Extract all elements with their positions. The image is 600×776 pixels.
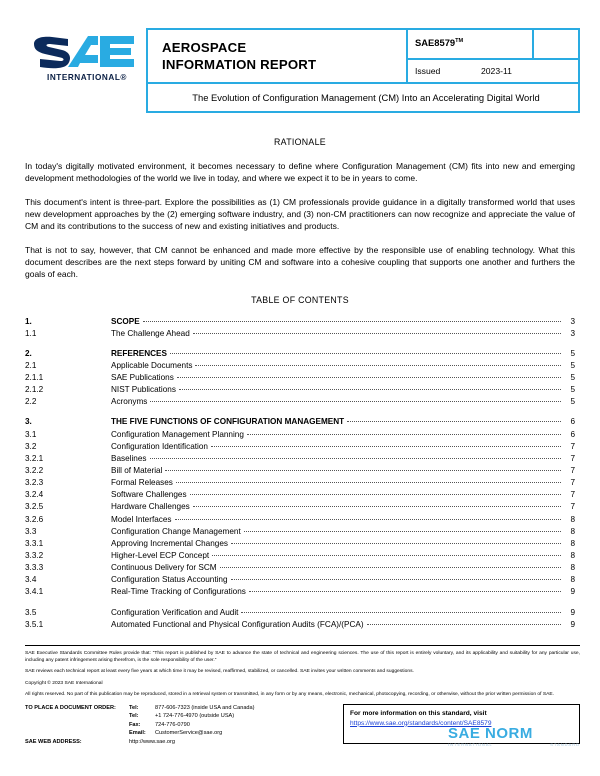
toc-leader-dots (143, 321, 561, 322)
toc-leader-dots (193, 506, 561, 507)
toc-entry-label: REFERENCES (111, 348, 167, 358)
toc-leader-dots (244, 531, 561, 532)
toc-entry-label: SAE Publications (111, 373, 174, 383)
toc-entry[interactable] (25, 501, 575, 513)
contact-value: +1 724-776-4970 (outside USA) (155, 713, 235, 720)
toc-entry-label: Acronyms (111, 397, 148, 407)
toc-entry-number: 3. (25, 417, 32, 427)
toc-entry[interactable] (25, 441, 575, 453)
toc-entry-page: 8 (570, 551, 575, 561)
rationale-heading: RATIONALE (274, 137, 326, 147)
toc-entry[interactable] (25, 619, 575, 631)
toc-entry[interactable] (25, 416, 575, 428)
toc-entry-label: NIST Publications (111, 385, 176, 395)
toc-entry[interactable] (25, 586, 575, 598)
issued-date: 2023-11 (481, 66, 512, 76)
toc-entry-number: 3.2 (25, 441, 37, 451)
toc-heading: TABLE OF CONTENTS (251, 294, 349, 305)
toc-leader-dots (220, 567, 561, 568)
toc-entry-number: 3.2.4 (25, 490, 44, 500)
toc-entry-number: 3.2.2 (25, 466, 44, 476)
order-label: TO PLACE A DOCUMENT ORDER: (25, 704, 116, 711)
toc-entry-label: Configuration Verification and Audit (111, 607, 239, 617)
toc-entry-number: 3.4 (25, 575, 37, 585)
web-address-label: SAE WEB ADDRESS: (25, 739, 82, 746)
toc-entry[interactable] (25, 348, 575, 360)
revision-cell (532, 30, 578, 58)
copyright-line: Copyright © 2023 SAE International (25, 680, 103, 686)
toc-entry-number: 2. (25, 348, 32, 358)
toc-entry-page: 7 (570, 502, 575, 512)
toc-entry-label: Formal Releases (111, 478, 173, 488)
toc-leader-dots (249, 591, 561, 592)
contact-value: 724-776-0790 (155, 721, 190, 728)
document-footer (25, 645, 580, 747)
legal-notice-1: SAE Executive Standards Committee Rules provide that: “This report is published by SAE to advance the state of technical and engineering sciences. The use of this report is entirely voluntary, and its applicability and suitability for any particular use, including any patent infringement arising therefrom, is the sole responsibility of the user.” (25, 651, 580, 663)
watermark-sub-left: INTERNATIONAL (448, 741, 493, 747)
toc-leader-dots (190, 494, 561, 495)
toc-entry-number: 1. (25, 316, 32, 326)
toc-leader-dots (150, 458, 561, 459)
toc-entry[interactable] (25, 538, 575, 550)
toc-entry-page: 8 (570, 514, 575, 524)
issued-label: Issued (415, 66, 441, 76)
contact-row (129, 729, 337, 737)
toc-entry-number: 3.3.3 (25, 563, 44, 573)
document-number-text: SAE8579 (415, 37, 456, 48)
toc-leader-dots (231, 543, 561, 544)
toc-entry[interactable] (25, 429, 575, 441)
toc-entry[interactable] (25, 372, 575, 384)
toc-entry[interactable] (25, 562, 575, 574)
toc-entry-number: 3.3 (25, 526, 37, 536)
toc-entry-page: 3 (570, 316, 575, 326)
sae-logo-block (28, 28, 146, 82)
toc-entry[interactable] (25, 453, 575, 465)
toc-entry-page: 7 (570, 478, 575, 488)
toc-entry-number: 2.1.2 (25, 385, 44, 395)
rights-reserved-notice: All rights reserved. No part of this publication may be reproduced, stored in a retrieval system or transmitted, in any form or by any means, electronic, mechanical, photocopying, recording, or otherwise, without the prior written permission of SAE. (25, 691, 554, 697)
header-table (146, 28, 580, 113)
toc-entry[interactable] (25, 360, 575, 372)
contact-key: Tel: (129, 713, 139, 720)
contact-section (25, 704, 580, 747)
contact-details (25, 704, 337, 747)
toc-leader-dots (193, 333, 561, 334)
toc-entry[interactable] (25, 316, 575, 328)
toc-entry-number: 3.2.5 (25, 502, 44, 512)
toc-entry-page: 9 (570, 587, 575, 597)
toc-entry[interactable] (25, 396, 575, 408)
toc-entry-page: 8 (570, 526, 575, 536)
toc-leader-dots (176, 482, 561, 483)
toc-entry-page: 5 (570, 385, 575, 395)
toc-entry[interactable] (25, 328, 575, 340)
issued-row (408, 60, 578, 82)
watermark-text-right: NORM (485, 724, 533, 742)
toc-entry-label: Configuration Identification (111, 441, 208, 451)
toc-entry-number: 3.1 (25, 429, 37, 439)
toc-entry-label: Software Challenges (111, 490, 187, 500)
toc-entry[interactable] (25, 465, 575, 477)
contact-key: Fax: (129, 721, 141, 728)
toc-entry[interactable] (25, 489, 575, 501)
toc-entry-number: 2.1 (25, 360, 37, 370)
toc-entry-number: 3.2.3 (25, 478, 44, 488)
standard-url-link[interactable]: https://www.sae.org/standards/content/SAE8579 (350, 719, 492, 727)
toc-entry-label: Approving Incremental Changes (111, 538, 228, 548)
toc-entry[interactable] (25, 384, 575, 396)
rationale-paragraph-3: That is not to say, however, that CM cannot be enhanced and made more effective by the responsible use of enabling technology. What this document describes are the next steps forward by uniting CM and software into a cohesive coupling that supports one another and furthers the goals of each. (25, 244, 575, 280)
document-type-line1: AEROSPACE (162, 40, 247, 55)
document-subtitle: The Evolution of Configuration Management (CM) Into an Accelerating Digital World (148, 82, 578, 111)
toc-leader-dots (211, 446, 561, 447)
toc-entry[interactable] (25, 550, 575, 562)
toc-entry-page: 8 (570, 575, 575, 585)
contact-value: CustomerService@sae.org (155, 729, 223, 736)
rationale-paragraph-1: In today's digitally motivated environment, it becomes necessary to define where Configuration Management (CM) fits into new and emerging development methodologies of the world we live in today, and where we expect it to be in years to come. (25, 161, 575, 184)
toc-entry-label: Baselines (111, 453, 147, 463)
toc-leader-dots (179, 389, 561, 390)
toc-entry-page: 5 (570, 397, 575, 407)
toc-entry-page: 7 (570, 490, 575, 500)
toc-entry-label: Automated Functional and Physical Configuration Audits (FCA)/(PCA) (111, 619, 364, 629)
toc-leader-dots (347, 421, 561, 422)
legal-notice-2: SAE reviews each technical report at least every five years at which time it may be revised, reaffirmed, stabilized, or cancelled. SAE invites your written comments and suggestions. (25, 668, 414, 674)
more-information-box (343, 704, 580, 744)
web-address-value[interactable]: http://www.sae.org (129, 739, 176, 746)
toc-entry-label: THE FIVE FUNCTIONS OF CONFIGURATION MANAGEMENT (111, 417, 345, 427)
table-of-contents (25, 316, 575, 631)
toc-entry-page: 5 (570, 360, 575, 370)
toc-entry-number: 1.1 (25, 328, 37, 338)
sae-logo-icon (28, 34, 140, 70)
toc-entry-label: Model Interfaces (111, 514, 172, 524)
toc-leader-dots (175, 519, 561, 520)
contact-value: 877-606-7323 (inside USA and Canada) (155, 704, 255, 711)
toc-leader-dots (231, 579, 561, 580)
toc-entry-number: 3.2.6 (25, 514, 44, 524)
toc-entry-page: 9 (570, 619, 575, 629)
toc-entry-page: 5 (570, 373, 575, 383)
toc-entry-number: 3.5.1 (25, 619, 44, 629)
toc-entry-label: Real-Time Tracking of Configurations (111, 587, 246, 597)
toc-entry-page: 8 (570, 563, 575, 573)
toc-entry-number: 2.1.1 (25, 373, 44, 383)
watermark-sub-right: STANDARD (550, 741, 580, 747)
toc-leader-dots (195, 365, 561, 366)
toc-entry-label: Configuration Management Planning (111, 429, 244, 439)
toc-entry[interactable] (25, 477, 575, 489)
toc-entry-label: Continuous Delivery for SCM (111, 563, 217, 573)
toc-leader-dots (247, 434, 561, 435)
trademark-symbol: TM (455, 37, 464, 44)
toc-entry-number: 2.2 (25, 397, 37, 407)
document-body (0, 113, 600, 631)
toc-entry-label: The Challenge Ahead (111, 328, 190, 338)
document-number (408, 30, 532, 58)
watermark-text-left: SAE (448, 724, 481, 742)
contact-row (129, 721, 337, 729)
toc-entry-page: 5 (570, 348, 575, 358)
toc-entry-label: Higher-Level ECP Concept (111, 551, 210, 561)
contact-key: Tel: (129, 704, 139, 711)
toc-leader-dots (170, 353, 561, 354)
toc-entry-page: 7 (570, 466, 575, 476)
toc-entry-page: 7 (570, 441, 575, 451)
toc-entry-label: Configuration Change Management (111, 526, 241, 536)
toc-entry-number: 3.3.2 (25, 551, 44, 561)
toc-entry-page: 7 (570, 453, 575, 463)
sae-logo-tagline: INTERNATIONAL® (47, 73, 127, 82)
document-type (148, 30, 408, 82)
toc-entry[interactable] (25, 607, 575, 619)
toc-entry-number: 3.2.1 (25, 453, 44, 463)
toc-entry[interactable] (25, 526, 575, 538)
toc-entry-label: SCOPE (111, 316, 140, 326)
toc-leader-dots (150, 401, 561, 402)
toc-entry-label: Bill of Material (111, 466, 163, 476)
document-header (0, 0, 600, 113)
footer-divider (25, 645, 580, 646)
contact-key: Email: (129, 729, 146, 736)
contact-row (129, 712, 337, 720)
contact-row (129, 704, 337, 712)
rationale-paragraph-2: This document's intent is three-part. Explore the possibilities as (1) CM professionals provide guidance in a digitally transformed world that uses new development approaches by the (2) emerging software industry, and (3) non-CM practitioners can now recognize and appreciate the value of CM and its contributions to the success of new and existing initiatives and products. (25, 196, 575, 232)
toc-entry-page: 6 (570, 429, 575, 439)
toc-entry[interactable] (25, 574, 575, 586)
toc-leader-dots (212, 555, 561, 556)
toc-leader-dots (177, 377, 561, 378)
toc-entry-label: Configuration Status Accounting (111, 575, 228, 585)
toc-entry-number: 3.5 (25, 607, 37, 617)
toc-entry-page: 9 (570, 607, 575, 617)
toc-entry-number: 3.3.1 (25, 538, 44, 548)
toc-entry-page: 6 (570, 417, 575, 427)
toc-entry-number: 3.4.1 (25, 587, 44, 597)
toc-entry[interactable] (25, 514, 575, 526)
more-information-text: For more information on this standard, visit (350, 709, 487, 717)
toc-leader-dots (367, 624, 561, 625)
toc-entry-page: 8 (570, 538, 575, 548)
toc-entry-label: Applicable Documents (111, 360, 193, 370)
document-type-line2: INFORMATION REPORT (162, 57, 317, 73)
toc-leader-dots (241, 612, 561, 613)
toc-entry-page: 3 (570, 328, 575, 338)
toc-leader-dots (165, 470, 561, 471)
toc-entry-label: Hardware Challenges (111, 502, 190, 512)
contact-rows (129, 704, 337, 738)
